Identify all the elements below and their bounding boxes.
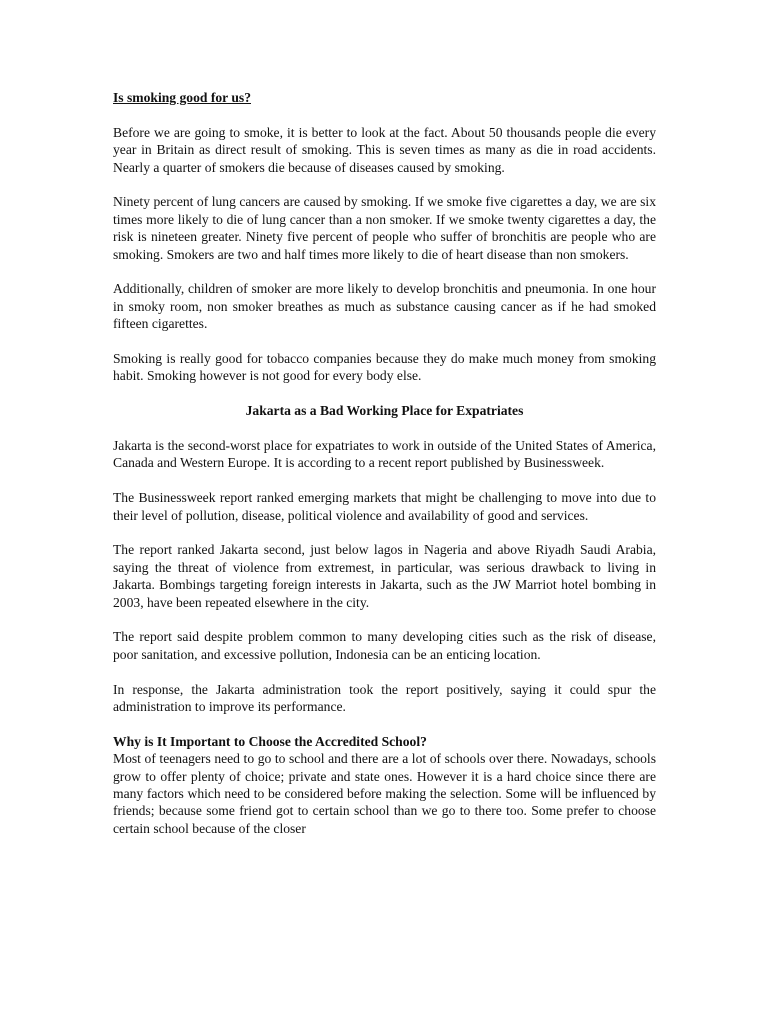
paragraph: Before we are going to smoke, it is better to look at the fact. About 50 thousands people die every year in Britain as direct result of smoking. This is seven times as many as die in road accidents. Nearly a quarter of smokers die because of diseases caused by smoking. <box>113 124 656 175</box>
paragraph: Smoking is really good for tobacco companies because they do make much money from smoking habit. Smoking however is not good for every body else. <box>113 351 656 384</box>
paragraph: The report ranked Jakarta second, just below lagos in Nageria and above Riyadh Saudi Arabia, saying the threat of violence from extremest, in particular, was serious drawback to living in Jakarta. Bombings targeting foreign interests in Jakarta, such as the JW Marriot hotel bombing in 2003, have been repeated elsewhere in the city. <box>113 542 656 610</box>
article-title-school: Why is It Important to Choose the Accredited School? <box>113 733 427 749</box>
paragraph: Additionally, children of smoker are more likely to develop bronchitis and pneumonia. In one hour in smoky room, non smoker breathes as much as substance causing cancer as if he had smoked fifteen cigarettes. <box>113 281 656 332</box>
article-title-smoking: Is smoking good for us? <box>113 90 251 105</box>
article-title-jakarta: Jakarta as a Bad Working Place for Expatriates <box>245 403 524 419</box>
document-body <box>113 89 656 855</box>
paragraph: In response, the Jakarta administration took the report positively, saying it could spur the administration to improve its performance. <box>113 681 656 715</box>
paragraph: Ninety percent of lung cancers are caused by smoking. If we smoke five cigarettes a day, we are six times more likely to die of lung cancer than a non smoker. If we smoke twenty cigarettes a day, the risk is nineteen greater. Ninety five percent of people who suffer of bronchitis are people who are smoking. Smokers are two and half times more likely to die of heart disease than non smokers. <box>113 194 656 262</box>
paragraph: Jakarta is the second-worst place for expatriates to work in outside of the United States of America, Canada and Western Europe. It is according to a recent report published by Businessweek. <box>113 438 656 471</box>
paragraph: The report said despite problem common to many developing cities such as the risk of disease, poor sanitation, and excessive pollution, Indonesia can be an enticing location. <box>113 629 656 662</box>
paragraph: Most of teenagers need to go to school and there are a lot of schools over there. Nowadays, schools grow to offer plenty of choice; private and state ones. However it is a hard choice since there are many factors which need to be considered before making the selection. Some will be influenced by friends; because some friend got to certain school than we go to there too. Some prefer to choose certain school because of the closer <box>113 751 656 836</box>
paragraph: The Businessweek report ranked emerging markets that might be challenging to move into due to their level of pollution, disease, political violence and availability of good and services. <box>113 490 656 523</box>
